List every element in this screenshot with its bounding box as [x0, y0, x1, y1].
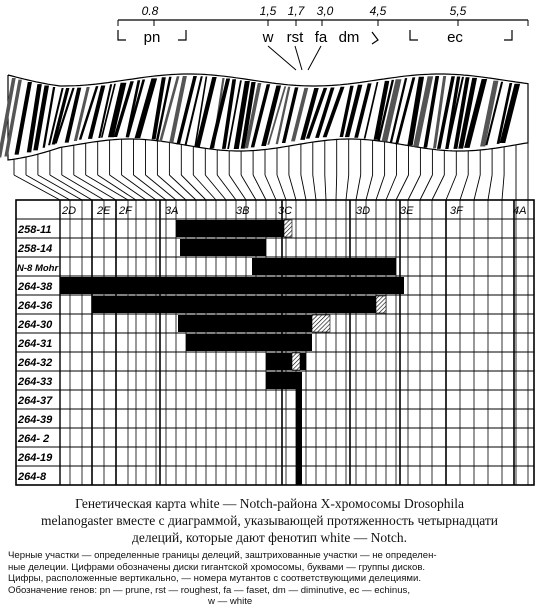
band-line [217, 175, 236, 200]
deletion-undefined [376, 296, 386, 313]
mutant-label: 258-14 [18, 243, 53, 255]
mutant-label: 264-19 [18, 452, 53, 464]
gene-label-pn: pn [143, 29, 161, 46]
disc-group-label: 4A [513, 205, 527, 217]
band-line [502, 175, 504, 200]
figure-caption [0, 495, 539, 546]
band-line [420, 175, 432, 200]
note-line: Черные участки — определенные границы делеций, заштрихованные участки — не определен- [8, 550, 437, 561]
disc-group-label: 3E [400, 205, 414, 217]
disc-group-labels [61, 205, 526, 217]
mutant-label: 264-31 [18, 338, 53, 350]
gene-label-rst: rst [286, 29, 304, 46]
band-line [446, 175, 456, 200]
deletion-defined [300, 353, 306, 370]
map-position-label: 0.8 [141, 4, 159, 18]
mutant-label: 264- 2 [18, 433, 50, 445]
band-line [474, 175, 480, 200]
band-line [356, 175, 361, 200]
band-line [110, 175, 146, 200]
gene-label-ec: ec [447, 29, 463, 46]
mutant-label: 264-8 [18, 471, 47, 483]
band-line [86, 175, 128, 200]
deletion-defined [176, 220, 284, 237]
mutant-label: 264-39 [18, 414, 53, 426]
disc-group-label: 3F [450, 205, 463, 217]
mutant-label: N-8 Mohr [17, 263, 59, 274]
gene-label-w: w [262, 29, 274, 46]
disc-group-label: 2E [97, 205, 111, 217]
deletion-defined [296, 389, 302, 485]
caption-line: Генетическая карта white — Notch-района X-хромосомы Drosophila [75, 496, 464, 511]
band-line [301, 175, 306, 200]
disc-group-label: 3D [356, 205, 371, 217]
caption-line: делеций, которые дают фенотип white — Notch. [131, 530, 408, 545]
mutant-label: 264-32 [18, 357, 53, 369]
band-line [98, 175, 136, 200]
band-line [346, 175, 349, 200]
band-line [386, 175, 397, 200]
mutant-label: 264-36 [18, 300, 53, 312]
disc-group-label: 2F [119, 205, 132, 217]
band-line [336, 175, 337, 200]
gene-label-fa: fa [314, 29, 328, 46]
band-line [432, 175, 444, 200]
band-line [62, 175, 104, 200]
mutant-labels [17, 224, 59, 483]
disc-group-label: 3C [278, 205, 293, 217]
genetic-map-scale [118, 4, 528, 70]
deletion-undefined [292, 353, 300, 370]
map-position-label: 1,7 [287, 4, 305, 18]
deletion-defined [266, 353, 292, 370]
deletion-defined [266, 258, 396, 275]
disc-group-label: 2D [62, 205, 77, 217]
gene-label-dm: dm [338, 29, 360, 46]
band-line [253, 175, 266, 200]
deletion-defined [178, 315, 312, 332]
mutant-label: 264-37 [18, 395, 53, 407]
band-line [265, 175, 276, 200]
deletion-defined [60, 277, 404, 294]
band-line [277, 175, 286, 200]
band-line [205, 175, 226, 200]
band-line [169, 175, 196, 200]
map-position-label: 3,0 [316, 4, 334, 18]
band-line [26, 175, 70, 200]
band-line [376, 175, 385, 200]
disc-group-label: 3A [165, 205, 179, 217]
band-line [366, 175, 373, 200]
band-line [313, 175, 316, 200]
caption-line: melanogaster вместе с диаграммой, указывающей протяженность четырнадцати [40, 513, 499, 528]
band-line [325, 175, 326, 200]
mutant-label: 264-33 [18, 376, 53, 388]
disc-group-label: 3B [236, 205, 250, 217]
band-line [193, 175, 216, 200]
salivary-chromosome-image [0, 74, 528, 160]
note-line: Обозначение генов: pn — prune, rst — roughest, fa — faset, dm — diminutive, ec — echinus, [8, 584, 411, 596]
mutant-label: 258-11 [18, 224, 52, 236]
map-position-label: 4,5 [369, 4, 387, 18]
deletion-undefined [312, 315, 330, 332]
band-line [289, 175, 296, 200]
band-line [14, 175, 60, 200]
deletion-defined [252, 258, 266, 275]
mutant-label: 264-38 [18, 281, 53, 293]
deletion-bars [60, 220, 404, 485]
deletion-undefined [284, 220, 292, 237]
band-line [460, 175, 468, 200]
band-line [38, 175, 82, 200]
deletion-defined [186, 334, 276, 351]
note-line: Цифры, расположенные вертикально, — номера мутантов с соответствующими делециями. [8, 573, 422, 585]
deletion-chart [16, 200, 534, 485]
band-line [408, 175, 420, 200]
mutant-label: 264-30 [18, 319, 53, 331]
note-line: w — white [208, 596, 253, 608]
band-line [181, 175, 206, 200]
figure-notes [8, 550, 533, 608]
deletion-defined [180, 239, 266, 256]
band-line [50, 175, 92, 200]
band-line [74, 175, 116, 200]
map-position-label: 5,5 [449, 4, 467, 18]
note-line: ные делеции. Цифрами обозначены диски гигантской хромосомы, буквами — группы дисков. [8, 561, 426, 573]
deletion-defined [266, 372, 302, 389]
map-position-label: 1,5 [259, 4, 277, 18]
band-line [396, 175, 409, 200]
deletion-defined [276, 334, 312, 351]
band-line [488, 175, 492, 200]
deletion-defined [92, 296, 376, 313]
